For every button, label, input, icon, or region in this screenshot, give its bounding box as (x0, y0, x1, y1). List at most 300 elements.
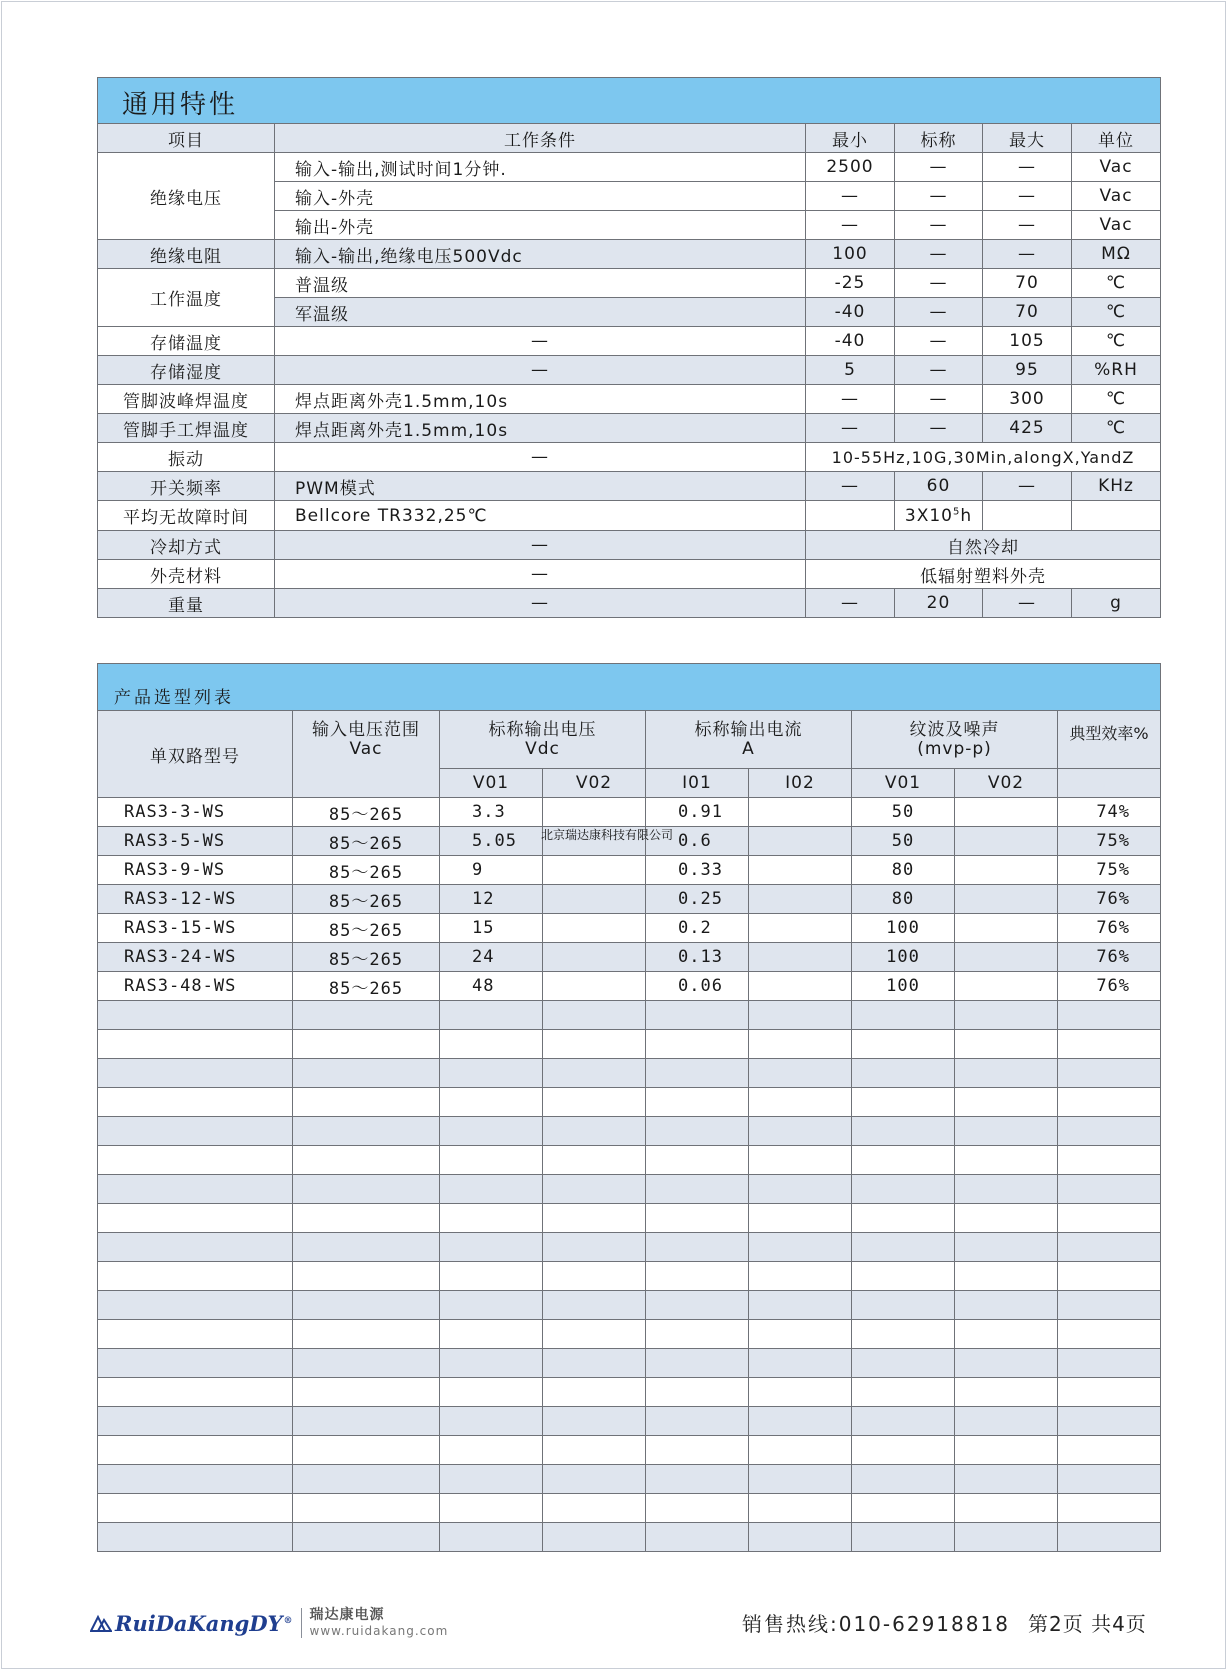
input-header-line2: Vac (349, 739, 383, 759)
empty-table-row (98, 1349, 1161, 1378)
typ-cell: — (895, 385, 983, 414)
model-cell (98, 1320, 293, 1349)
model-cell (98, 1378, 293, 1407)
condition-cell: — (275, 531, 806, 560)
col-header-ripple (852, 711, 1058, 769)
mtbf-exponent: 5 (952, 505, 961, 517)
eff-cell (1058, 1523, 1161, 1552)
model-cell (98, 1088, 293, 1117)
i02-cell (749, 943, 852, 972)
eff-cell (1058, 1204, 1161, 1233)
input-cell (293, 1088, 440, 1117)
v02-cell (543, 856, 646, 885)
row-label: 绝缘电压 (98, 153, 275, 240)
i02-cell (749, 1088, 852, 1117)
subheader-v02: V02 (543, 769, 646, 798)
eff-cell (1058, 1059, 1161, 1088)
v01-cell (440, 1117, 543, 1146)
typ-cell (895, 501, 983, 531)
row-label: 平均无故障时间 (98, 501, 275, 531)
max-cell: — (983, 589, 1072, 618)
i01-cell: 0.91 (646, 798, 749, 827)
i01-cell (646, 1291, 749, 1320)
eff-cell: 75% (1058, 856, 1161, 885)
model-cell: RAS3-5-WS (98, 827, 293, 856)
condition-cell: 输入-输出,绝缘电压500Vdc (275, 240, 806, 269)
i01-cell: 0.06 (646, 972, 749, 1001)
unit-cell (1072, 501, 1161, 531)
i01-cell: 0.2 (646, 914, 749, 943)
model-cell: RAS3-15-WS (98, 914, 293, 943)
condition-cell: — (275, 327, 806, 356)
footer-logo (90, 1607, 448, 1639)
eff-cell (1058, 1175, 1161, 1204)
r02-cell (955, 1030, 1058, 1059)
empty-table-row (98, 1233, 1161, 1262)
r01-cell (852, 1233, 955, 1262)
col-header-iout (646, 711, 852, 769)
row-label: 管脚波峰焊温度 (98, 385, 275, 414)
model-cell (98, 1175, 293, 1204)
table-row (98, 856, 1161, 885)
i02-cell (749, 1407, 852, 1436)
v01-cell (440, 1001, 543, 1030)
model-cell (98, 1204, 293, 1233)
v01-cell (440, 1523, 543, 1552)
row-label: 振动 (98, 443, 275, 472)
v02-cell (543, 1378, 646, 1407)
max-cell: — (983, 211, 1072, 240)
model-cell (98, 1349, 293, 1378)
i02-cell (749, 1523, 852, 1552)
empty-table-row (98, 1494, 1161, 1523)
col-header-vout (440, 711, 646, 769)
input-cell (293, 1291, 440, 1320)
subheader-v01: V01 (440, 769, 543, 798)
table-row (98, 589, 1161, 618)
vibration-value: 10-55Hz,10G,30Min,alongX,YandZ (806, 443, 1161, 472)
r02-cell (955, 1059, 1058, 1088)
iout-header-line1: 标称输出电流 (694, 719, 803, 740)
i01-cell (646, 1494, 749, 1523)
col-header-model: 单双路型号 (98, 711, 293, 798)
col-header-typ: 标称 (895, 124, 983, 153)
eff-cell (1058, 1465, 1161, 1494)
r02-cell (955, 1233, 1058, 1262)
subheader-i02: I02 (749, 769, 852, 798)
eff-cell (1058, 1291, 1161, 1320)
v01-cell (440, 1059, 543, 1088)
eff-cell (1058, 1320, 1161, 1349)
v02-cell (543, 1291, 646, 1320)
eff-cell (1058, 1233, 1161, 1262)
input-cell (293, 1494, 440, 1523)
r02-cell (955, 798, 1058, 827)
model-cell (98, 1436, 293, 1465)
r02-cell (955, 1378, 1058, 1407)
min-cell: -40 (806, 327, 895, 356)
r02-cell (955, 972, 1058, 1001)
v02-cell (543, 1494, 646, 1523)
condition-cell: — (275, 560, 806, 589)
r01-cell (852, 1465, 955, 1494)
condition-cell: 普温级 (275, 269, 806, 298)
eff-cell (1058, 1378, 1161, 1407)
model-cell: RAS3-3-WS (98, 798, 293, 827)
v01-cell (440, 1378, 543, 1407)
eff-cell (1058, 1494, 1161, 1523)
i01-cell: 0.33 (646, 856, 749, 885)
table-row (98, 443, 1161, 472)
r01-cell: 100 (852, 972, 955, 1001)
i02-cell (749, 914, 852, 943)
unit-cell: MΩ (1072, 240, 1161, 269)
input-cell (293, 1436, 440, 1465)
condition-cell: — (275, 443, 806, 472)
v01-cell (440, 1204, 543, 1233)
typ-cell: — (895, 240, 983, 269)
mtbf-base: 3X10 (904, 505, 953, 526)
max-cell: 95 (983, 356, 1072, 385)
condition-cell: PWM模式 (275, 472, 806, 501)
model-cell: RAS3-48-WS (98, 972, 293, 1001)
eff-cell: 76% (1058, 914, 1161, 943)
i02-cell (749, 1378, 852, 1407)
unit-cell: g (1072, 589, 1161, 618)
section-title: 产品选型列表 (98, 664, 1161, 711)
i02-cell (749, 827, 852, 856)
i01-cell (646, 1059, 749, 1088)
empty-table-row (98, 1407, 1161, 1436)
brand-registered-mark: ® (283, 1615, 293, 1626)
v01-cell (440, 1320, 543, 1349)
i01-cell (646, 1204, 749, 1233)
i02-cell (749, 1320, 852, 1349)
table-row (98, 885, 1161, 914)
r01-cell (852, 1146, 955, 1175)
unit-cell: ℃ (1072, 269, 1161, 298)
i01-cell (646, 1117, 749, 1146)
eff-cell (1058, 1262, 1161, 1291)
r01-cell (852, 1320, 955, 1349)
logo-divider (301, 1608, 302, 1638)
v02-cell (543, 1175, 646, 1204)
i02-cell (749, 1262, 852, 1291)
condition-cell: — (275, 356, 806, 385)
model-cell (98, 1465, 293, 1494)
v02-cell (543, 914, 646, 943)
i01-cell (646, 1262, 749, 1291)
input-cell: 85～265 (293, 798, 440, 827)
eff-cell (1058, 1349, 1161, 1378)
min-cell: -25 (806, 269, 895, 298)
model-cell: RAS3-12-WS (98, 885, 293, 914)
v02-cell (543, 1117, 646, 1146)
input-cell (293, 1030, 440, 1059)
i02-cell (749, 1204, 852, 1233)
empty-table-row (98, 1523, 1161, 1552)
v02-cell (543, 885, 646, 914)
v02-cell (543, 943, 646, 972)
table-row (98, 798, 1161, 827)
v02-cell (543, 1030, 646, 1059)
eff-cell (1058, 1001, 1161, 1030)
model-cell (98, 1146, 293, 1175)
r02-cell (955, 885, 1058, 914)
model-cell: RAS3-9-WS (98, 856, 293, 885)
max-cell: — (983, 153, 1072, 182)
unit-cell: ℃ (1072, 327, 1161, 356)
subheader-efficiency (1058, 769, 1161, 798)
min-cell: — (806, 589, 895, 618)
v01-cell (440, 1349, 543, 1378)
i02-cell (749, 1030, 852, 1059)
unit-cell: Vac (1072, 153, 1161, 182)
typ-cell: — (895, 414, 983, 443)
max-cell: 70 (983, 298, 1072, 327)
input-cell (293, 1059, 440, 1088)
input-cell: 85～265 (293, 885, 440, 914)
brand-text: RuiDaKangDY (115, 1610, 283, 1636)
model-cell (98, 1059, 293, 1088)
i02-cell (749, 1349, 852, 1378)
r02-cell (955, 1349, 1058, 1378)
r02-cell (955, 943, 1058, 972)
eff-cell: 76% (1058, 943, 1161, 972)
input-cell (293, 1001, 440, 1030)
v01-cell: 9 (440, 856, 543, 885)
model-cell (98, 1001, 293, 1030)
r02-cell (955, 1407, 1058, 1436)
r02-cell (955, 1436, 1058, 1465)
i02-cell (749, 1436, 852, 1465)
r01-cell (852, 1175, 955, 1204)
r01-cell (852, 1117, 955, 1146)
i02-cell (749, 1233, 852, 1262)
company-watermark: 北京瑞达康科技有限公司 (541, 828, 674, 842)
v01-cell (440, 1291, 543, 1320)
empty-table-row (98, 1030, 1161, 1059)
v01-cell: 3.3 (440, 798, 543, 827)
max-cell: 300 (983, 385, 1072, 414)
row-label: 外壳材料 (98, 560, 275, 589)
table-row (98, 153, 1161, 182)
r01-cell (852, 1030, 955, 1059)
table-row (98, 269, 1161, 298)
i01-cell: 0.25 (646, 885, 749, 914)
i01-cell (646, 1407, 749, 1436)
model-cell (98, 1291, 293, 1320)
v01-cell: 15 (440, 914, 543, 943)
r01-cell: 100 (852, 943, 955, 972)
i01-cell (646, 1030, 749, 1059)
v01-cell (440, 1465, 543, 1494)
r02-cell (955, 1291, 1058, 1320)
r01-cell: 80 (852, 885, 955, 914)
brand-cn: 瑞达康电源 (309, 1607, 385, 1623)
i02-cell (749, 885, 852, 914)
empty-table-row (98, 1436, 1161, 1465)
v01-cell: 24 (440, 943, 543, 972)
section-title: 通用特性 (98, 78, 1161, 124)
r02-cell (955, 1494, 1058, 1523)
col-header-condition: 工作条件 (275, 124, 806, 153)
typ-cell: — (895, 269, 983, 298)
row-label: 绝缘电阻 (98, 240, 275, 269)
i01-cell (646, 1146, 749, 1175)
input-cell (293, 1146, 440, 1175)
table-row (98, 560, 1161, 589)
input-cell (293, 1465, 440, 1494)
i02-cell (749, 798, 852, 827)
r02-cell (955, 1262, 1058, 1291)
v01-cell: 48 (440, 972, 543, 1001)
i01-cell (646, 1088, 749, 1117)
row-label: 开关频率 (98, 472, 275, 501)
empty-table-row (98, 1146, 1161, 1175)
v02-cell (543, 1059, 646, 1088)
row-label: 存储温度 (98, 327, 275, 356)
eff-cell (1058, 1088, 1161, 1117)
i01-cell (646, 1001, 749, 1030)
max-cell: — (983, 240, 1072, 269)
r02-cell (955, 1001, 1058, 1030)
r01-cell (852, 1494, 955, 1523)
vout-header-line1: 标称输出电压 (488, 719, 597, 740)
v01-cell (440, 1407, 543, 1436)
typ-cell: — (895, 211, 983, 240)
i01-cell (646, 1523, 749, 1552)
v02-cell (543, 1233, 646, 1262)
max-cell: 105 (983, 327, 1072, 356)
subheader-ripple-v02: V02 (955, 769, 1058, 798)
model-cell (98, 1262, 293, 1291)
r01-cell: 100 (852, 914, 955, 943)
table-row (98, 531, 1161, 560)
r02-cell (955, 1146, 1058, 1175)
r02-cell (955, 1320, 1058, 1349)
empty-table-row (98, 1465, 1161, 1494)
min-cell: — (806, 211, 895, 240)
table-header-row (98, 124, 1161, 153)
v01-cell (440, 1146, 543, 1175)
input-cell: 85～265 (293, 972, 440, 1001)
v02-cell (543, 1146, 646, 1175)
v01-cell (440, 1436, 543, 1465)
i01-cell (646, 1378, 749, 1407)
r02-cell (955, 1088, 1058, 1117)
eff-cell: 76% (1058, 972, 1161, 1001)
table-row (98, 943, 1161, 972)
v01-cell: 12 (440, 885, 543, 914)
typ-cell: 20 (895, 589, 983, 618)
r01-cell (852, 1059, 955, 1088)
empty-table-row (98, 1088, 1161, 1117)
i02-cell (749, 1146, 852, 1175)
max-cell: — (983, 472, 1072, 501)
triangle-logo-icon (90, 1614, 112, 1632)
general-characteristics-table (97, 77, 1161, 618)
i01-cell (646, 1465, 749, 1494)
condition-cell: 军温级 (275, 298, 806, 327)
condition-cell: 输入-输出,测试时间1分钟. (275, 153, 806, 182)
unit-cell: ℃ (1072, 298, 1161, 327)
input-cell: 85～265 (293, 914, 440, 943)
r02-cell (955, 827, 1058, 856)
model-cell (98, 1523, 293, 1552)
empty-table-row (98, 1378, 1161, 1407)
v02-cell (543, 1349, 646, 1378)
input-cell (293, 1233, 440, 1262)
eff-cell: 76% (1058, 885, 1161, 914)
website-link[interactable]: www.ruidakang.com (309, 1624, 449, 1638)
r02-cell (955, 1117, 1058, 1146)
r01-cell: 50 (852, 827, 955, 856)
sales-hotline: 销售热线:010-62918818 (742, 1612, 1010, 1636)
r01-cell (852, 1204, 955, 1233)
input-cell (293, 1262, 440, 1291)
min-cell: 5 (806, 356, 895, 385)
empty-table-row (98, 1320, 1161, 1349)
vout-header-line2: Vdc (525, 738, 560, 759)
i01-cell (646, 1320, 749, 1349)
min-cell: — (806, 385, 895, 414)
unit-cell: Vac (1072, 211, 1161, 240)
input-cell (293, 1320, 440, 1349)
i02-cell (749, 1175, 852, 1204)
r01-cell (852, 1378, 955, 1407)
ripple-header-line2: (mvp-p) (917, 738, 992, 759)
typ-cell: 60 (895, 472, 983, 501)
input-cell: 85～265 (293, 856, 440, 885)
v01-cell (440, 1494, 543, 1523)
v02-cell (543, 1001, 646, 1030)
v02-cell (543, 972, 646, 1001)
v02-cell (543, 1088, 646, 1117)
v02-cell (543, 1320, 646, 1349)
input-cell: 85～265 (293, 943, 440, 972)
v02-cell (543, 1262, 646, 1291)
i02-cell (749, 1117, 852, 1146)
v01-cell (440, 1175, 543, 1204)
col-header-efficiency: 典型效率% (1058, 711, 1161, 769)
empty-table-row (98, 1117, 1161, 1146)
input-cell (293, 1378, 440, 1407)
table-row (98, 385, 1161, 414)
i02-cell (749, 972, 852, 1001)
mtbf-suffix: h (960, 505, 973, 526)
typ-cell: — (895, 327, 983, 356)
model-cell (98, 1233, 293, 1262)
typ-cell: — (895, 298, 983, 327)
table-row (98, 414, 1161, 443)
empty-table-row (98, 1175, 1161, 1204)
unit-cell: ℃ (1072, 385, 1161, 414)
input-cell (293, 1117, 440, 1146)
table-row (98, 501, 1161, 531)
v01-cell (440, 1030, 543, 1059)
i01-cell (646, 1349, 749, 1378)
max-cell: — (983, 182, 1072, 211)
empty-table-row (98, 1001, 1161, 1030)
iout-header-line2: A (742, 738, 755, 759)
max-cell: 70 (983, 269, 1072, 298)
min-cell: -40 (806, 298, 895, 327)
r01-cell: 50 (852, 798, 955, 827)
condition-cell: 输出-外壳 (275, 211, 806, 240)
model-cell (98, 1117, 293, 1146)
case-material-value: 低辐射塑料外壳 (806, 560, 1161, 589)
